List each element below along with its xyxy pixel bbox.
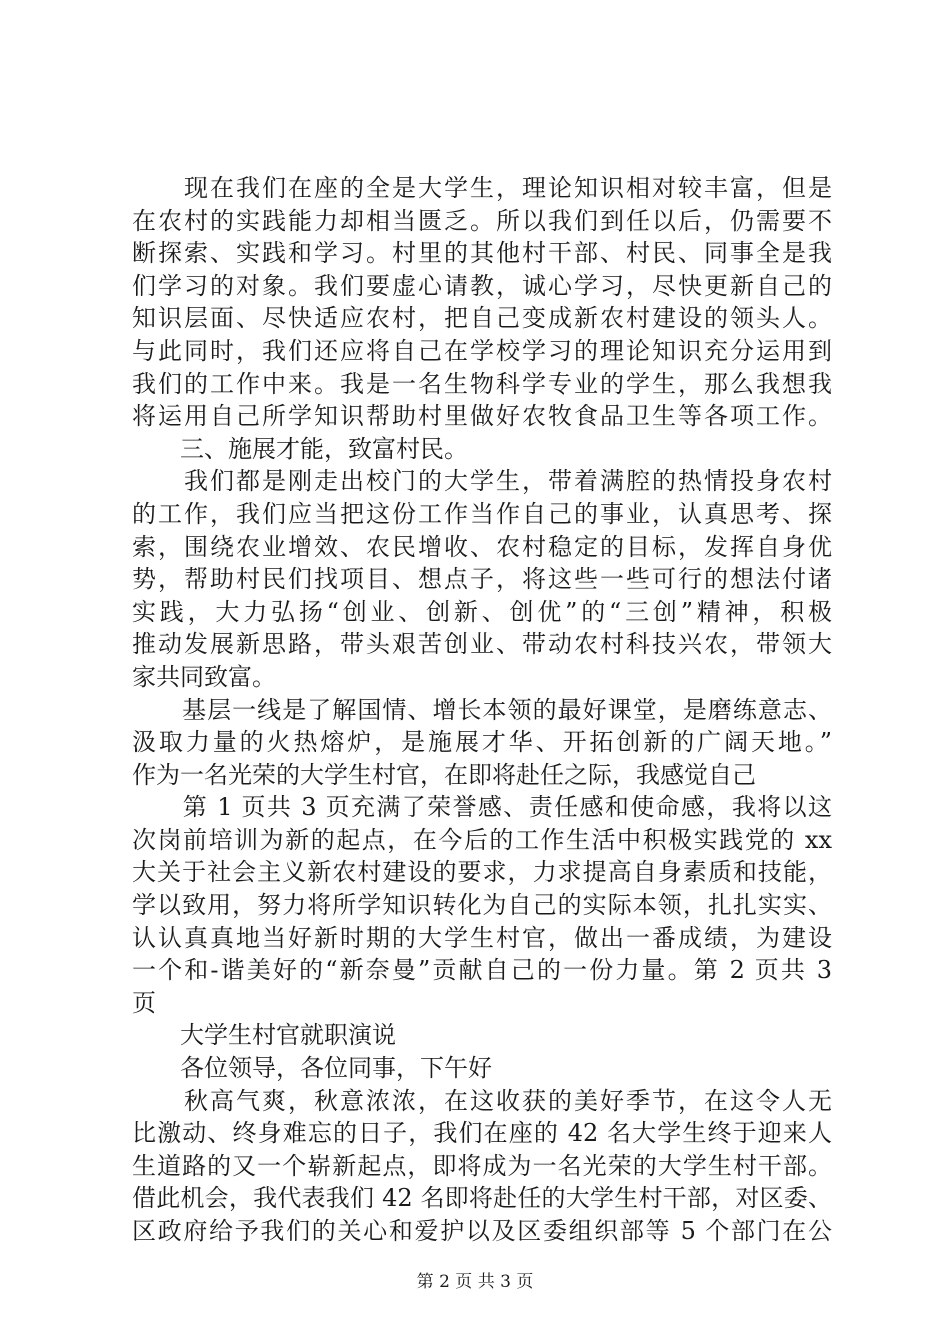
text-line: 实践，大力弘扬“创业、创新、创优”的“三创”精神，积极 [132, 597, 832, 626]
text-line: 认认真真地当好新时期的大学生村官，做出一番成绩，为建设 [132, 923, 832, 952]
text-line: 知识层面、尽快适应农村，把自己变成新农村建设的领头人。 [132, 304, 832, 333]
text-line: 一个和-谐美好的“新奈曼”贡献自己的一份力量。第 2 页共 3 [132, 956, 832, 985]
text-line: 基层一线是了解国情、增长本领的最好课堂，是磨练意志、 [132, 695, 832, 724]
text-line: 在农村的实践能力却相当匮乏。所以我们到任以后，仍需要不 [132, 206, 832, 235]
text-line: 第 1 页共 3 页充满了荣誉感、责任感和使命感，我将以这 [132, 793, 832, 822]
text-line: 作为一名光荣的大学生村官，在即将赴任之际，我感觉自己 [132, 760, 756, 789]
text-line: 各位领导，各位同事，下午好 [132, 1054, 492, 1083]
text-line: 借此机会，我代表我们 42 名即将赴任的大学生村干部，对区委、 [132, 1184, 832, 1213]
text-line: 的工作，我们应当把这份工作当作自己的事业，认真思考、探 [132, 499, 832, 528]
text-line: 推动发展新思路，带头艰苦创业、带动农村科技兴农，带领大 [132, 630, 832, 659]
text-line: 现在我们在座的全是大学生，理论知识相对较丰富，但是 [132, 174, 832, 202]
page-footer: 第 2 页 共 3 页 [416, 1272, 534, 1292]
text-line: 们学习的对象。我们要虚心请教，诚心学习，尽快更新自己的 [132, 271, 832, 300]
text-line: 大学生村官就职演说 [132, 1021, 396, 1050]
text-line: 区政府给予我们的关心和爱护以及区委组织部等 5 个部门在公 [132, 1217, 832, 1245]
text-line: 势，帮助村民们找项目、想点子，将这些一些可行的想法付诸 [132, 565, 832, 594]
text-line: 我们都是刚走出校门的大学生，带着满腔的热情投身农村 [132, 467, 832, 496]
text-line: 我们的工作中来。我是一名生物科学专业的学生，那么我想我 [132, 369, 832, 398]
text-line: 页 [132, 988, 156, 1017]
text-line: 秋高气爽，秋意浓浓，在这收获的美好季节，在这令人无 [132, 1086, 832, 1115]
text-line: 家共同致富。 [132, 662, 276, 691]
text-line: 大关于社会主义新农村建设的要求，力求提高自身素质和技能， [132, 858, 832, 887]
text-line: 将运用自己所学知识帮助村里做好农牧食品卫生等各项工作。 [132, 402, 832, 431]
text-line: 三、施展才能，致富村民。 [132, 434, 468, 463]
text-line: 学以致用，努力将所学知识转化为自己的实际本领，扎扎实实、 [132, 891, 832, 920]
text-line: 生道路的又一个崭新起点，即将成为一名光荣的大学生村干部。 [132, 1151, 832, 1180]
text-line: 汲取力量的火热熔炉，是施展才华、开拓创新的广阔天地。” [132, 728, 832, 757]
text-line: 断探索、实践和学习。村里的其他村干部、村民、同事全是我 [132, 239, 832, 268]
text-line: 次岗前培训为新的起点，在今后的工作生活中积极实践党的 xx [132, 825, 832, 854]
text-line: 索，围绕农业增效、农民增收、农村稳定的目标，发挥自身优 [132, 532, 832, 561]
text-line: 与此同时，我们还应将自己在学校学习的理论知识充分运用到 [132, 336, 832, 365]
body-text [132, 172, 832, 1248]
text-line: 比激动、终身难忘的日子，我们在座的 42 名大学生终于迎来人 [132, 1119, 832, 1148]
